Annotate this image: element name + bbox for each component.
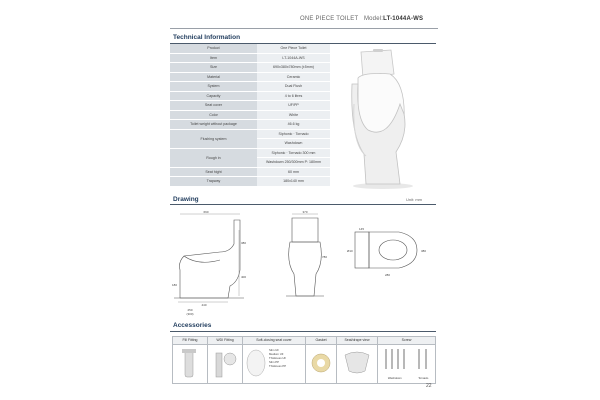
spec-key: Color: [170, 110, 257, 120]
spec-value: LT-1044A-WS: [257, 53, 330, 63]
dim-roughin-a: 250: [187, 308, 193, 312]
dim-plan-a: 145: [359, 227, 365, 231]
dim-plan-b: 380: [421, 249, 427, 253]
spec-row: [170, 82, 330, 92]
model-label: Model:: [363, 16, 384, 22]
spec-row: [170, 110, 330, 120]
acc-seat-cover: Soft-closing seat cover Slim UF Medium UF Thickness UF Slim PP Thickness PP: [243, 337, 306, 383]
spec-key: Material: [170, 72, 257, 82]
drawing-unit: Unit: mm: [406, 197, 422, 202]
spec-row: [170, 167, 330, 177]
spec-table: [170, 44, 330, 187]
acc-gasket: Gasket: [306, 337, 337, 383]
spec-row: [170, 101, 330, 111]
dim-total-height: 780: [322, 255, 328, 259]
spec-value: Ceramic: [257, 72, 330, 82]
height-dims: [236, 230, 250, 300]
screw-label-tornado: Tornado: [418, 376, 429, 380]
spec-key: Capacity: [170, 91, 257, 101]
spec-row: [170, 63, 330, 73]
spec-key: Size: [170, 63, 257, 73]
drawing-divider: [170, 204, 436, 205]
spec-value: 4 to 6 litres: [257, 91, 330, 101]
spec-row: [170, 44, 330, 53]
front-view-drawing: [280, 212, 330, 302]
spec-value: 180x140 mm: [257, 177, 330, 187]
dim-outlet: 180: [172, 283, 178, 287]
page-number: 22: [426, 383, 432, 389]
accessories-divider: [170, 331, 436, 332]
dim-roughin-b: (300): [186, 312, 194, 316]
acc-seat-drape: Seat/drape view: [337, 337, 378, 383]
dim-top-width: 690: [203, 210, 209, 214]
spec-key: Seat hight: [170, 167, 257, 177]
spec-key: Seat cover: [170, 101, 257, 111]
header-title: [300, 16, 423, 22]
accessories-panel: [172, 336, 436, 384]
spec-value: Washdown 250/300mm P: 180mm: [257, 158, 330, 168]
spec-row: [170, 148, 330, 158]
spec-value: White: [257, 110, 330, 120]
dim-seat-height: 400: [241, 275, 247, 279]
spec-value: Dual Flush: [257, 82, 330, 92]
dim-tank-height: 380: [241, 241, 247, 245]
header-divider: [170, 28, 438, 29]
dim-base-len: 440: [201, 303, 207, 307]
dim-plan-c: Ø10: [347, 249, 353, 253]
spec-row: [170, 120, 330, 130]
spec-row: [170, 91, 330, 101]
product-name: ONE PIECE TOILET: [300, 16, 359, 22]
acc-fill-fitting: Fill Fitting: [173, 337, 208, 383]
spec-value: 46.6 kg: [257, 120, 330, 130]
spec-value: One Piece Toilet: [257, 44, 330, 53]
spec-row: [170, 72, 330, 82]
spec-value: 60 mm: [257, 167, 330, 177]
drawing-title: Drawing: [173, 196, 199, 203]
acc-wdi-fitting: WDI Fitting: [208, 337, 243, 383]
plan-view-drawing: [345, 222, 435, 282]
spec-key: System: [170, 82, 257, 92]
spec-key: Flushing system: [170, 129, 257, 148]
spec-row: [170, 129, 330, 139]
dim-plan-d: 280: [385, 273, 391, 277]
technical-title: Technical Information: [173, 34, 241, 41]
accessories-title: Accessories: [173, 322, 212, 329]
spec-key: Trapway: [170, 177, 257, 187]
spec-key: Product: [170, 44, 257, 53]
spec-value: UF/PP: [257, 101, 330, 111]
spec-value: Washdown: [257, 139, 330, 149]
spec-key: Item: [170, 53, 257, 63]
spec-key: Rough in: [170, 148, 257, 167]
spec-value: Siphonic · Tornado: [257, 129, 330, 139]
spec-row: [170, 177, 330, 187]
acc-screw: Screw Washdown Tornado: [378, 337, 435, 383]
spec-value: Siphonic · Tornado 300 mm: [257, 148, 330, 158]
screw-label-washdown: Washdown: [387, 376, 402, 380]
spec-value: 690x380x780mm (±5mm): [257, 63, 330, 73]
toilet-photo: [328, 44, 438, 194]
dim-tank-width: 370: [302, 210, 308, 214]
spec-row: [170, 53, 330, 63]
spec-key: Toilet weight without package: [170, 120, 257, 130]
model-code: LT-1044A-WS: [383, 16, 424, 22]
